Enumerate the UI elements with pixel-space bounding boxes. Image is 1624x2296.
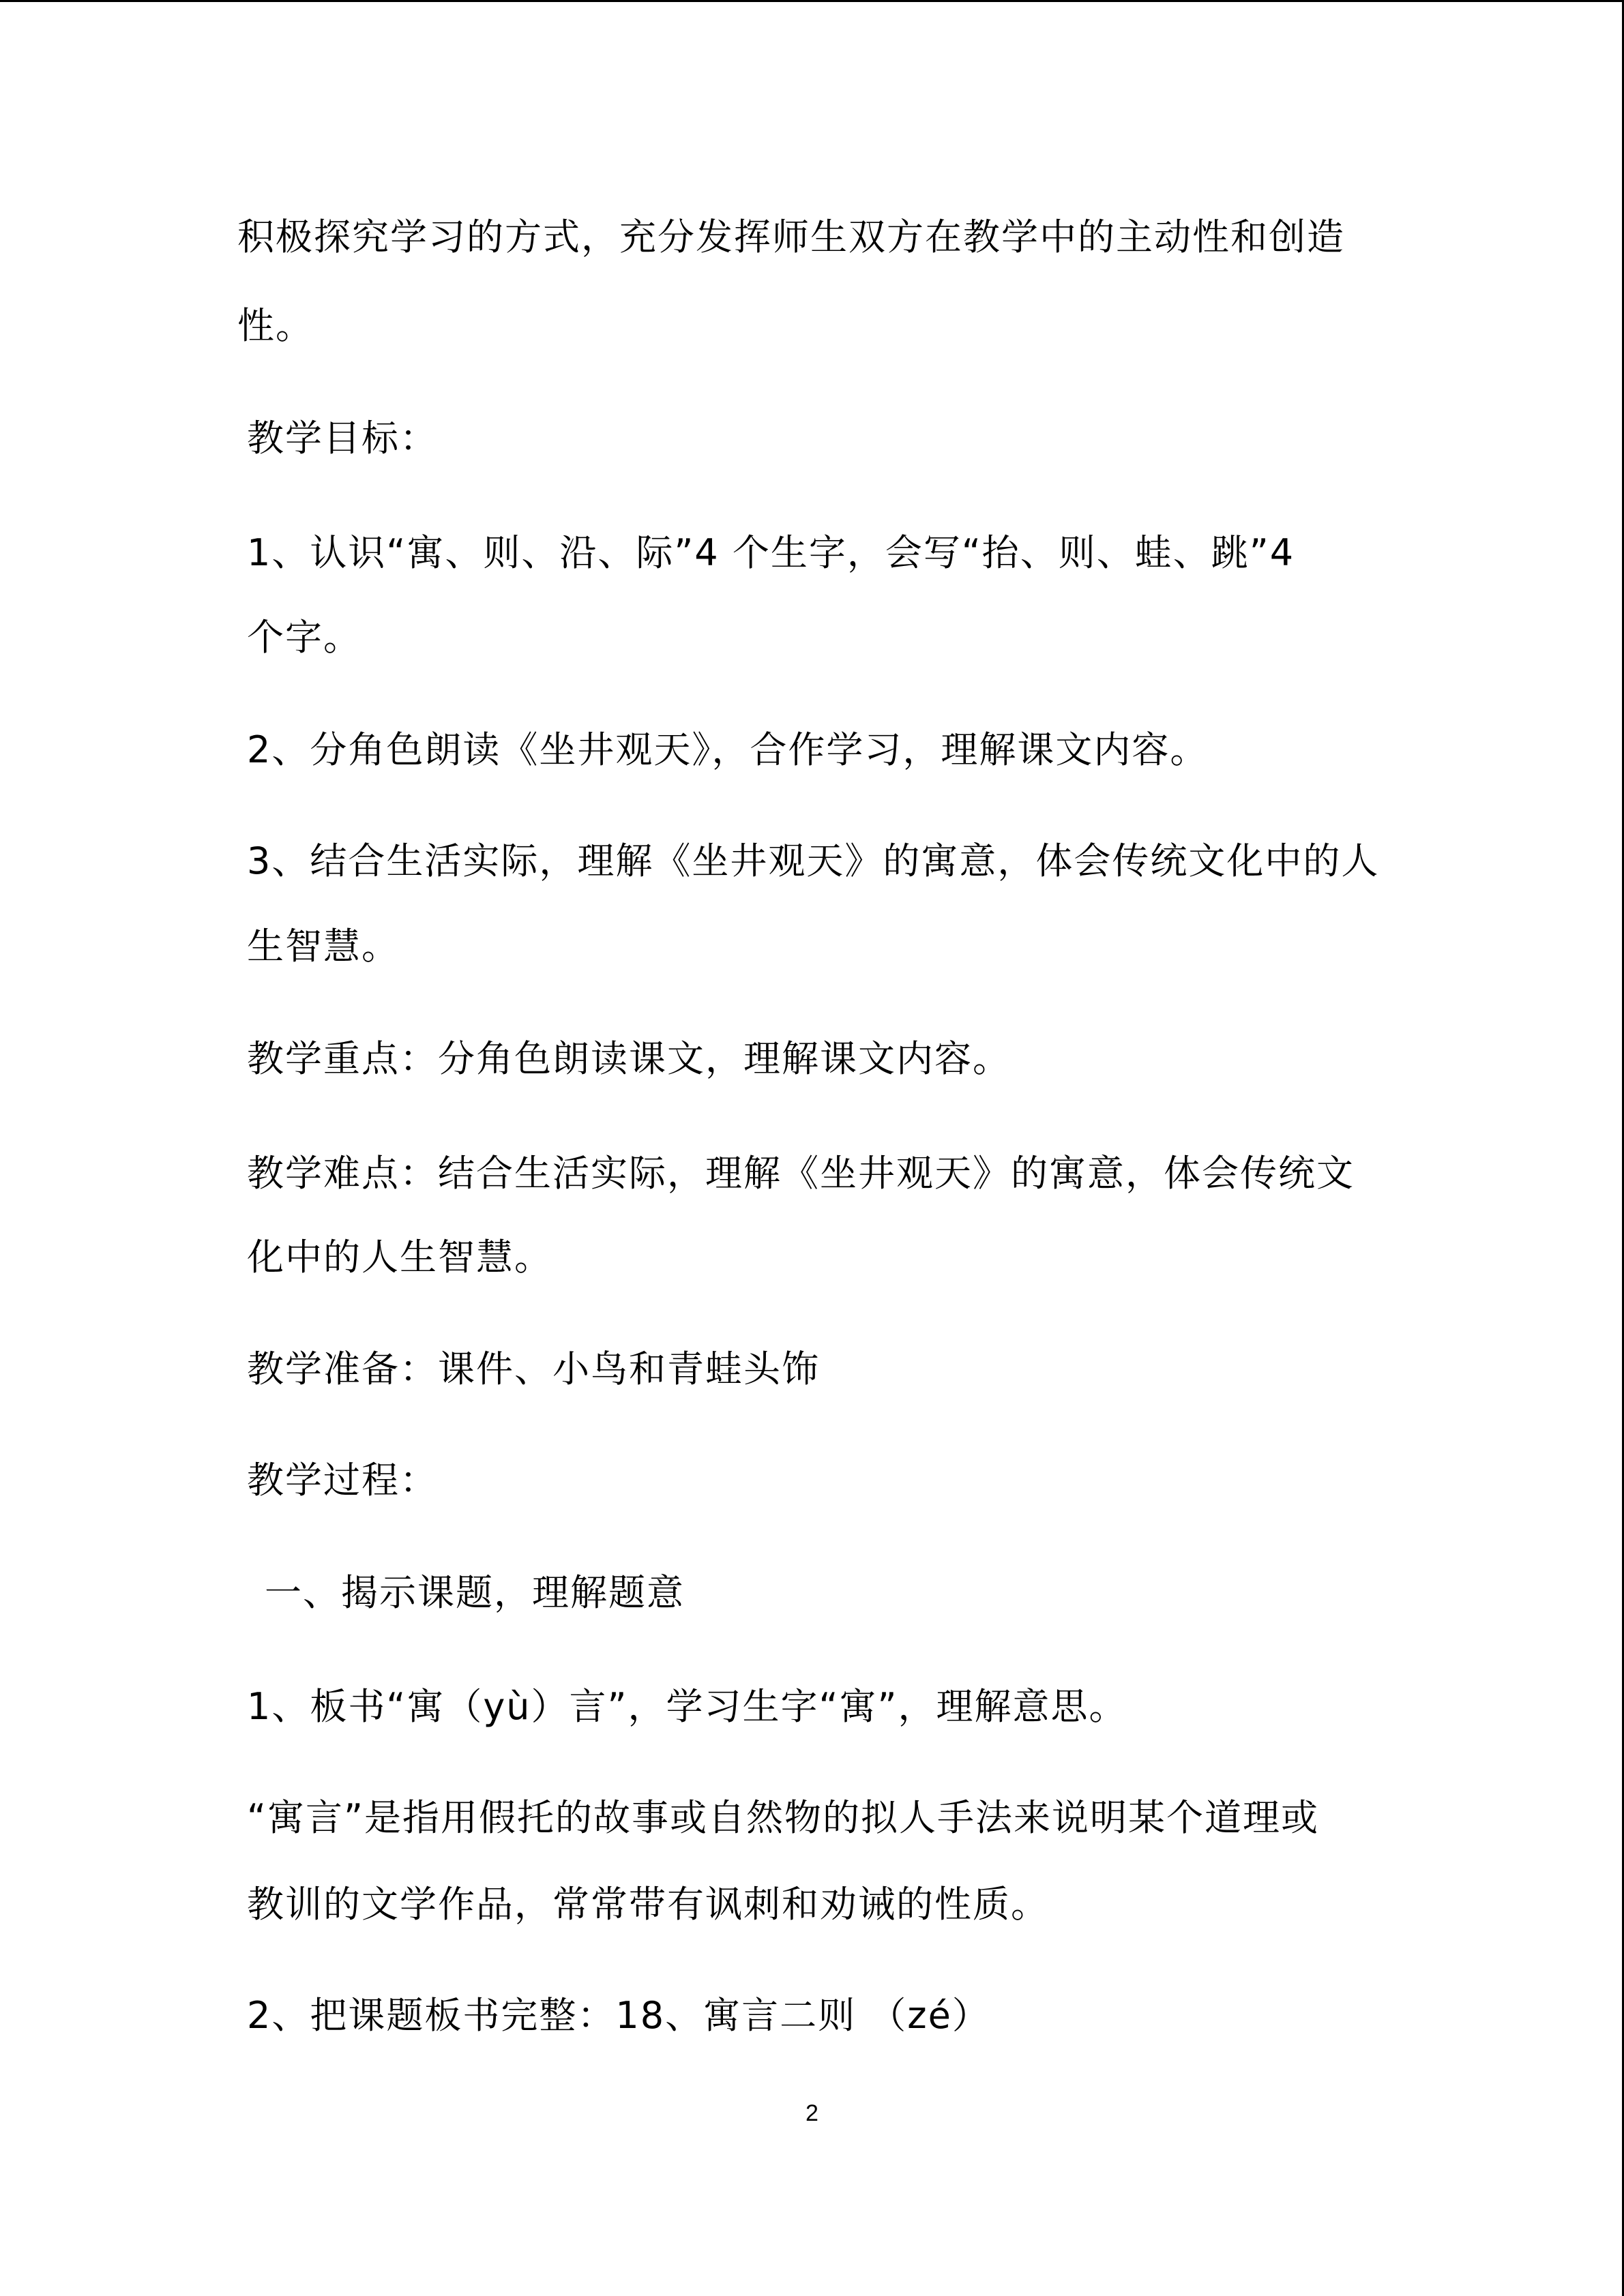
key-point: 教学重点：分角色朗读课文，理解课文内容。 [247, 1037, 1011, 1080]
difficulty-line-1: 教学难点：结合生活实际，理解《坐井观天》的寓意，体会传统文 [247, 1152, 1355, 1195]
difficulty-line-2: 化中的人生智慧。 [247, 1236, 552, 1279]
goal-1-line-1: 1、认识“寓、则、沿、际”4 个生字，会写“抬、则、蛙、跳”4 [247, 531, 1295, 574]
goal-3-line-1: 3、结合生活实际，理解《坐井观天》的寓意，体会传统文化中的人 [247, 839, 1380, 882]
goals-heading: 教学目标： [247, 417, 438, 460]
preparation: 教学准备：课件、小鸟和青蛙头饰 [247, 1347, 820, 1390]
intro-line-2: 性。 [237, 304, 314, 347]
intro-line-1: 积极探究学习的方式，充分发挥师生双方在教学中的主动性和创造 [237, 215, 1345, 258]
goal-3-line-2: 生智慧。 [247, 925, 400, 968]
step-2: 2、把课题板书完整：18、寓言二则 （zé） [247, 1994, 990, 2037]
step-1: 1、板书“寓（yù）言”，学习生字“寓”，理解意思。 [247, 1685, 1127, 1728]
process-heading: 教学过程： [247, 1459, 438, 1502]
fable-definition-line-2: 教训的文学作品，常常带有讽刺和劝诫的性质。 [247, 1883, 1049, 1926]
section-1-heading: 一、揭示课题，理解题意 [265, 1571, 685, 1614]
fable-definition-line-1: “寓言”是指用假托的故事或自然物的拟人手法来说明某个道理或 [247, 1796, 1319, 1839]
goal-2: 2、分角色朗读《坐井观天》，合作学习，理解课文内容。 [247, 728, 1209, 771]
goal-1-line-2: 个字。 [247, 616, 361, 659]
page-number: 2 [806, 2100, 818, 2126]
